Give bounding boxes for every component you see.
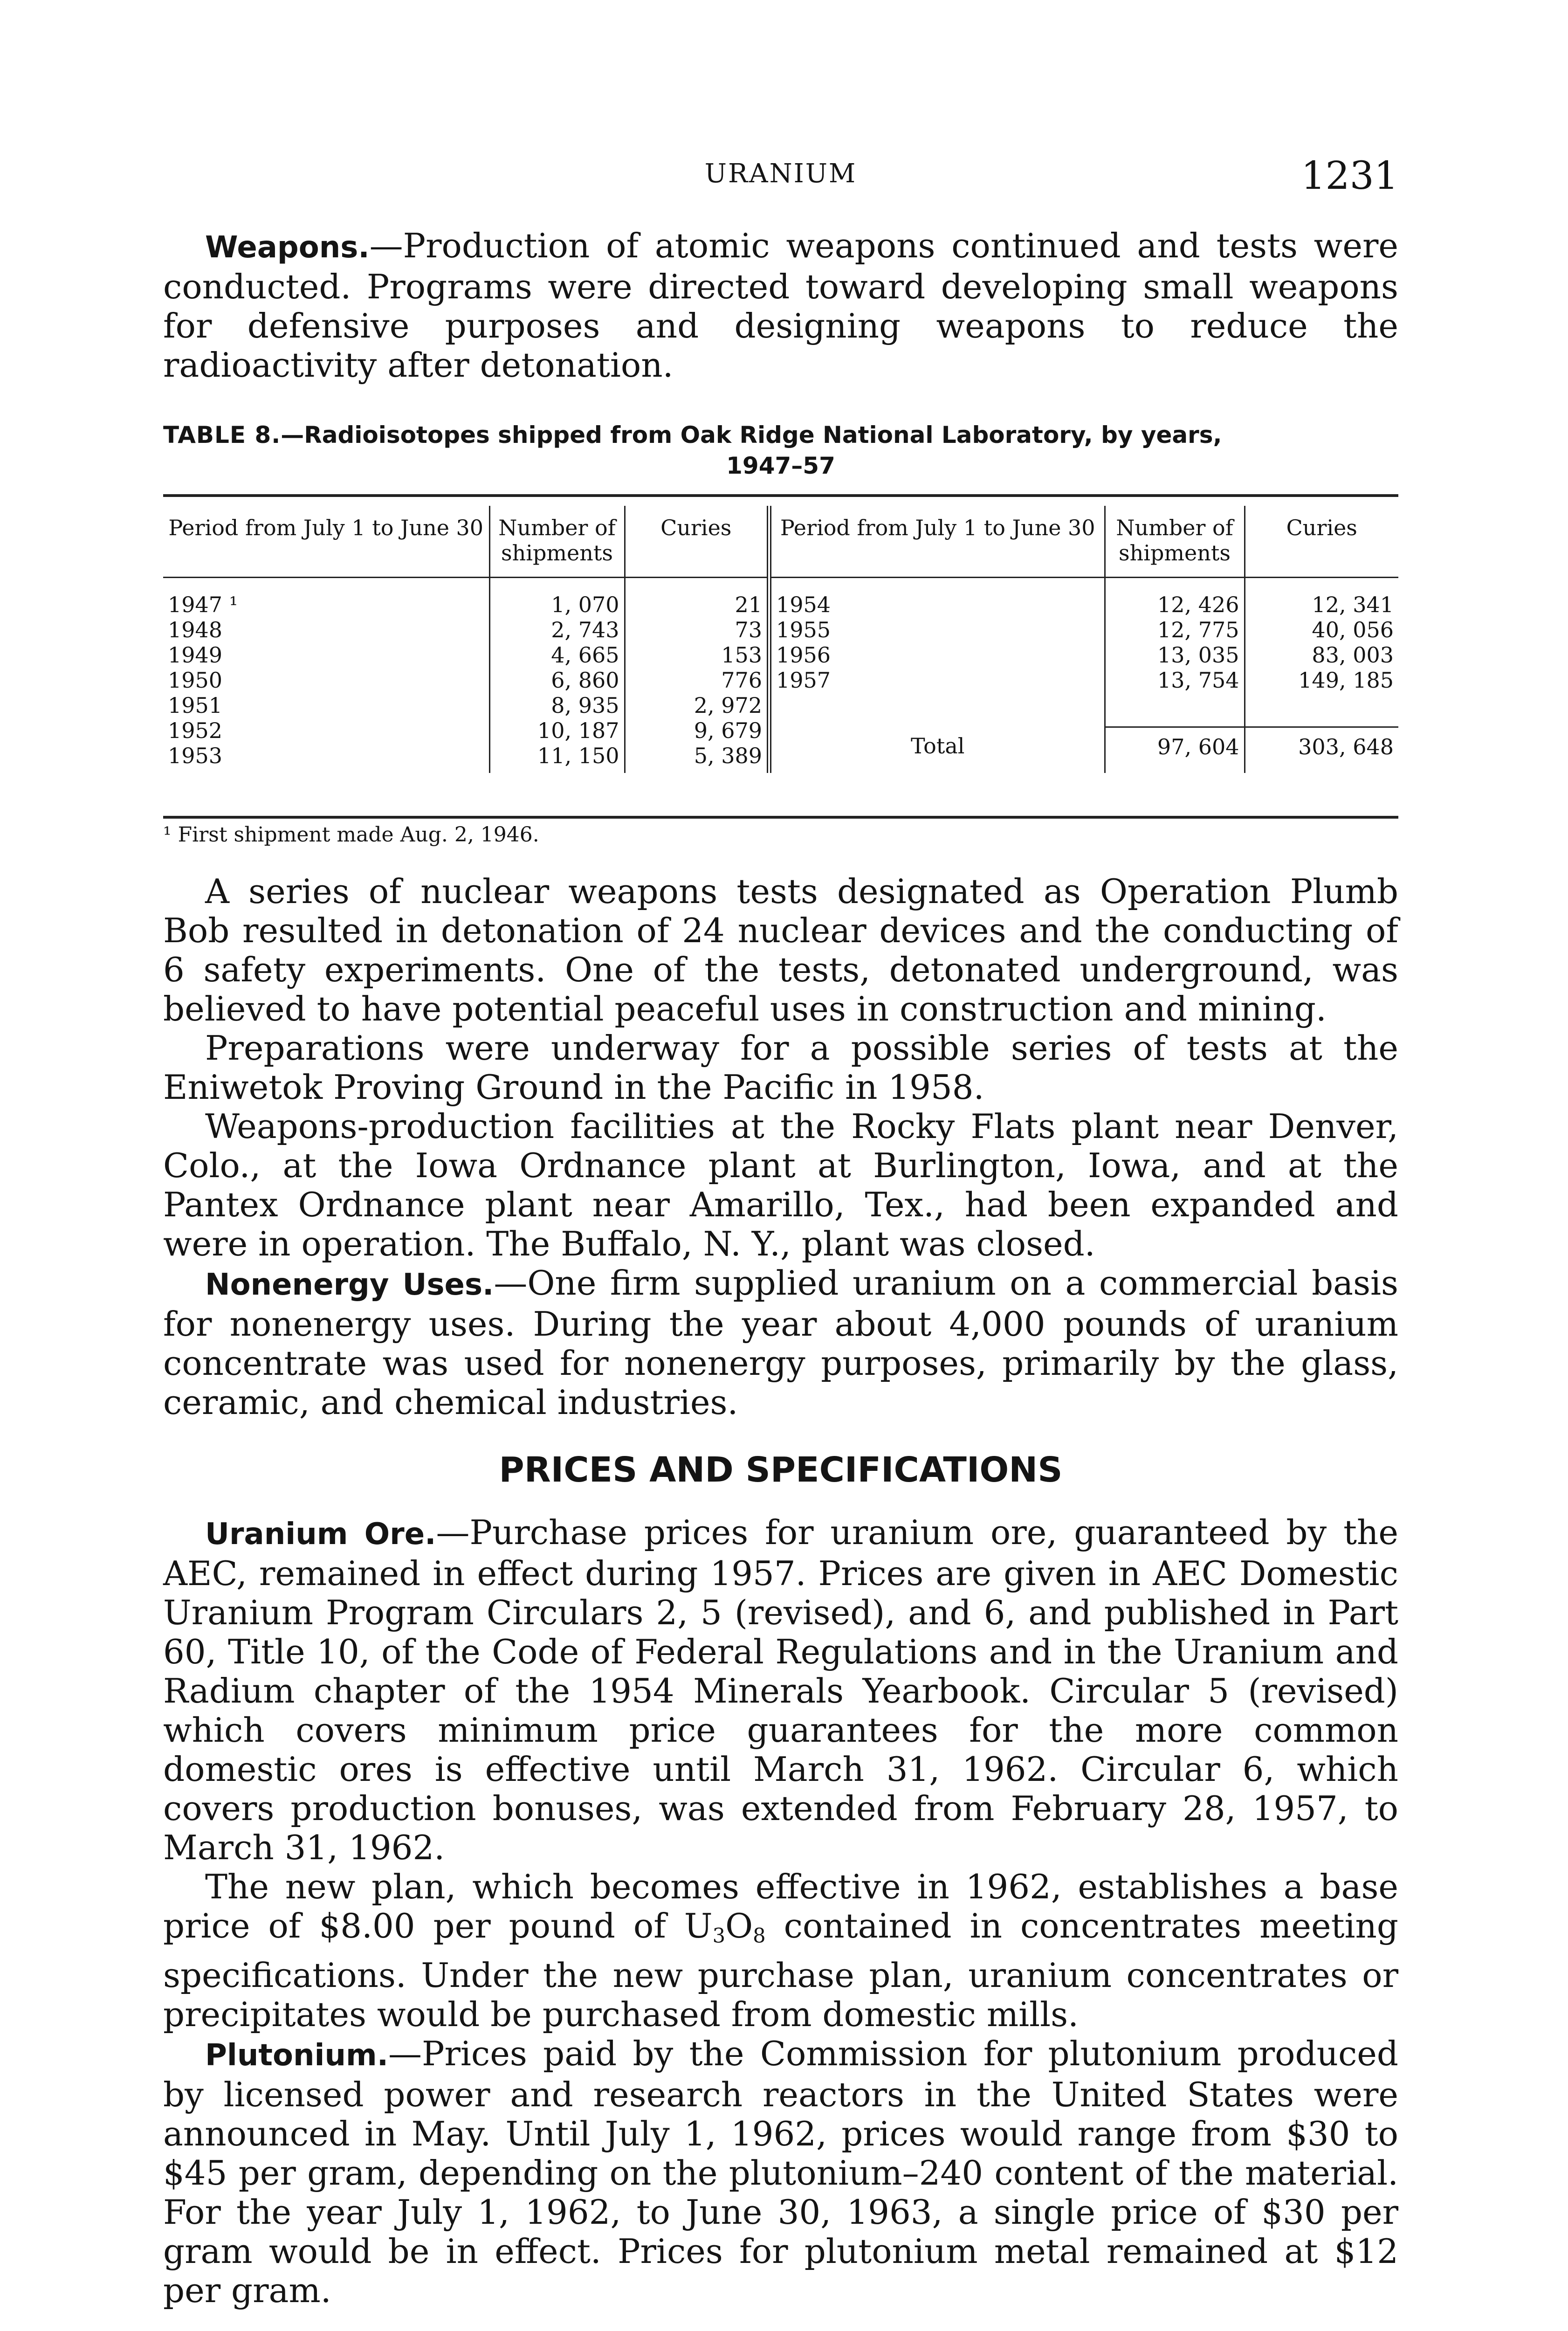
curies-cell: 83, 003 — [1312, 642, 1394, 668]
period-cell: 1951 — [168, 693, 223, 718]
shipments-cell: 12, 775 — [1157, 617, 1239, 642]
weapons-heading: Weapons. — [205, 230, 370, 265]
curies-cell: 776 — [721, 668, 762, 693]
nonenergy-text: —One firm supplied uranium on a commercial basis for nonenergy uses. During the year about 4,000 pounds of uranium concentrate was used for nonenergy purposes, primarily by the glass, ceramic, and chemical industries. — [163, 1263, 1399, 1422]
period-cell: 1953 — [168, 743, 223, 768]
nonenergy-heading: Nonenergy Uses. — [205, 1268, 494, 1302]
tests-section — [163, 872, 1398, 1422]
shipments-cell: 6, 860 — [551, 668, 619, 693]
table-body-row — [163, 578, 1398, 727]
right-curies-cells — [1245, 578, 1398, 727]
period-cell: 1947 ¹ — [168, 592, 238, 617]
right-period-cells — [769, 578, 1105, 727]
plutonium-paragraph — [163, 2034, 1398, 2310]
subscript-3: 3 — [712, 1924, 726, 1948]
curies-cell: 5, 389 — [694, 743, 762, 768]
col-period-left: Period from July 1 to June 30 — [163, 506, 489, 578]
period-cell: 1952 — [168, 718, 223, 743]
shipments-cell: 8, 935 — [551, 693, 619, 718]
shipments-cell: 2, 743 — [551, 617, 619, 642]
section-heading: PRICES AND SPECIFICATIONS — [499, 1450, 1063, 1490]
new-plan-text-c: contained in concentrates meeting specifications. Under the new purchase plan, uranium concentrates or precipitates would be purchased from domestic mills. — [163, 1906, 1399, 2034]
new-plan-paragraph — [163, 1867, 1398, 2034]
shipments-cell: 11, 150 — [537, 743, 619, 768]
curies-cell: 153 — [721, 642, 762, 668]
total-label: Total — [769, 727, 1105, 773]
plumb-bob-paragraph: A series of nuclear weapons tests designated as Operation Plumb Bob resulted in detonation of 24 nuclear devices and the conducting of 6 safety experiments. One of the tests, detonated underground, was believed to have potential peaceful uses in construction and mining. — [163, 872, 1398, 1028]
table-header-row — [163, 506, 1398, 578]
total-curies: 303, 648 — [1245, 727, 1398, 773]
shipments-cell: 10, 187 — [537, 718, 619, 743]
total-shipments: 97, 604 — [1105, 727, 1245, 773]
table-bottom-rule — [163, 816, 1398, 819]
left-period-cells — [163, 578, 489, 773]
curies-cell: 9, 679 — [694, 718, 762, 743]
table-years: 1947–57 — [726, 452, 835, 479]
shipments-cell: 1, 070 — [551, 592, 619, 617]
curies-cell: 73 — [735, 617, 762, 642]
col-period-right: Period from July 1 to June 30 — [769, 506, 1105, 578]
period-cell: 1955 — [776, 617, 831, 642]
curies-cell: 21 — [735, 592, 762, 617]
period-cell: 1956 — [776, 642, 831, 668]
col-shipments-right: Number of shipments — [1105, 506, 1245, 578]
nonenergy-paragraph — [163, 1263, 1398, 1422]
uranium-ore-text: —Purchase prices for uranium ore, guaranteed by the AEC, remained in effect during 1957. Prices are given in AEC Domestic Uranium Program Circulars 2, 5 (revised), and 6, and published in Part 60, Title 10, of the Code of Federal Regulations and in the Uranium and Radium chapter of the 1954 Minerals Yearbook. Circular 5 (revised) which covers minimum price guarantees for the more common domestic ores is effective until March 31, 1962. Circular 6, which covers production bonuses, was extended from February 28, 1957, to March 31, 1962. — [163, 1513, 1399, 1867]
table-label: TABLE 8. — [163, 421, 281, 448]
weapons-paragraph — [163, 226, 1398, 385]
left-shipments-cells — [489, 578, 625, 773]
facilities-paragraph: Weapons-production facilities at the Rocky Flats plant near Denver, Colo., at the Iowa Ordnance plant at Burlington, Iowa, and at the Pantex Ordnance plant near Amarillo, Tex., had been expanded and were in operation. The Buffalo, N. Y., plant was closed. — [163, 1107, 1398, 1263]
period-cell: 1948 — [168, 617, 223, 642]
period-cell: 1950 — [168, 668, 223, 693]
curies-cell: 2, 972 — [694, 693, 762, 718]
page-header — [163, 154, 1398, 205]
subscript-8: 8 — [753, 1924, 766, 1948]
uranium-ore-paragraph — [163, 1513, 1398, 1867]
uranium-ore-heading: Uranium Ore. — [205, 1517, 436, 1552]
shipments-cell: 12, 426 — [1157, 592, 1239, 617]
radioisotopes-table — [163, 506, 1398, 773]
plutonium-heading: Plutonium. — [205, 2038, 389, 2073]
shipments-cell: 13, 035 — [1157, 642, 1239, 668]
page-number: 1231 — [1301, 154, 1398, 198]
curies-cell: 149, 185 — [1298, 668, 1394, 693]
col-curies-right: Curies — [1245, 506, 1398, 578]
plutonium-text: —Prices paid by the Commission for plutonium produced by licensed power and research reactors in the United States were announced in May. Until July 1, 1962, prices would range from $30 to $45 per gram, depending on the plutonium–240 content of the material. For the year July 1, 1962, to June 30, 1963, a single price of $30 per gram would be in effect. Prices for plutonium metal remained at $12 per gram. — [163, 2034, 1398, 2310]
table-footnote: ¹ First shipment made Aug. 2, 1946. — [163, 823, 539, 847]
shipments-cell: 13, 754 — [1157, 668, 1239, 693]
prices-section — [163, 1513, 1398, 2310]
table-caption — [163, 420, 1398, 481]
curies-cell: 12, 341 — [1312, 592, 1394, 617]
weapons-text: —Production of atomic weapons continued and tests were conducted. Programs were directed toward developing small weapons for defensive purposes and designing weapons to reduce the radioactivity after detonation. — [163, 226, 1398, 385]
table-title: —Radioisotopes shipped from Oak Ridge National Laboratory, by years, — [281, 421, 1222, 448]
period-cell: 1949 — [168, 642, 223, 668]
shipments-cell: 4, 665 — [551, 642, 619, 668]
weapons-section — [163, 226, 1398, 385]
right-shipments-cells — [1105, 578, 1245, 727]
left-curies-cells — [625, 578, 769, 773]
period-cell: 1957 — [776, 668, 831, 693]
period-cell: 1954 — [776, 592, 831, 617]
col-shipments-left: Number of shipments — [489, 506, 625, 578]
eniwetok-paragraph: Preparations were underway for a possible series of tests at the Eniwetok Proving Ground in the Pacific in 1958. — [163, 1028, 1398, 1107]
new-plan-text-a: The new plan, which becomes effective in 1962, establishes a base price of $8.00 per pound of U — [163, 1867, 1398, 1945]
col-curies-left: Curies — [625, 506, 769, 578]
running-title: URANIUM — [704, 159, 857, 189]
new-plan-text-b: O — [725, 1906, 753, 1945]
table-top-rule — [163, 494, 1398, 497]
curies-cell: 40, 056 — [1312, 617, 1394, 642]
